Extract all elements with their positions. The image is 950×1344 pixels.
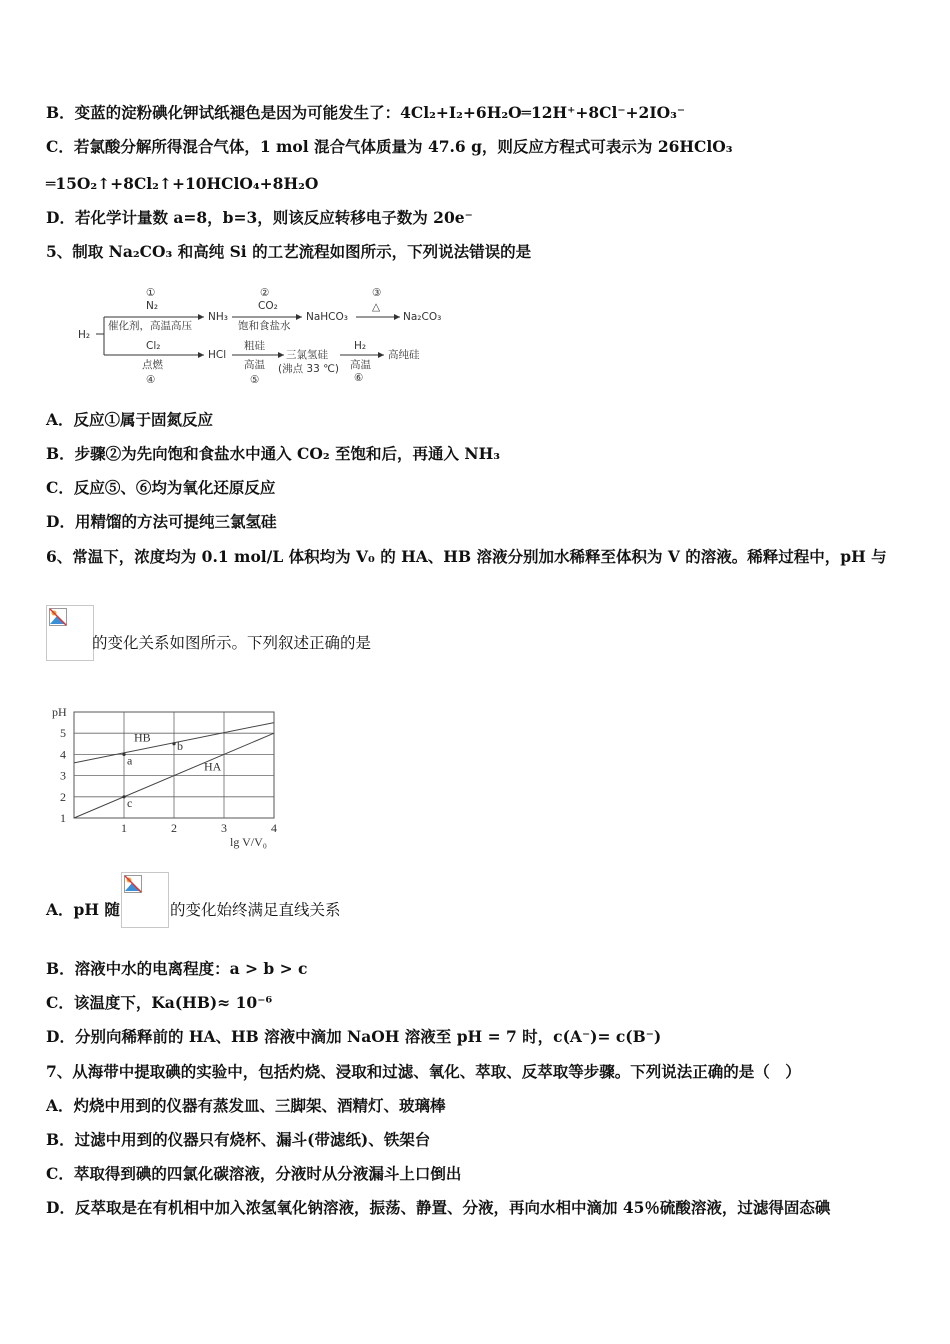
flow-nahco3: NaHCO₃	[306, 311, 348, 323]
flow-high-temp-1: 高温	[244, 359, 265, 371]
flow-step-2: ②	[260, 287, 270, 299]
flow-step-3: ③	[372, 287, 382, 299]
flow-high-temp-2: 高温	[350, 359, 371, 371]
x-tick-label: 4	[271, 821, 277, 835]
y-tick-label: 1	[60, 811, 66, 825]
flow-h2: H₂	[78, 329, 91, 341]
flow-sihcl3: 三氯氢硅	[286, 349, 328, 361]
x-axis-label: lg V/V₀	[230, 835, 267, 849]
flow-cl2: Cl₂	[146, 340, 161, 352]
q7-option-d: D．反萃取是在有机相中加入浓氢氧化钠溶液，振荡、静置、分液，再向水相中滴加 45％硫酸溶液，过滤得固态碘	[46, 1198, 831, 1217]
flow-crude-si: 粗硅	[244, 340, 265, 352]
q4-option-d: D．若化学计量数 a=8，b=3，则该反应转移电子数为 20e⁻	[46, 208, 473, 227]
y-tick-label: 4	[60, 747, 66, 762]
y-tick-label: 5	[60, 726, 66, 741]
y-axis-label: pH	[52, 705, 67, 719]
q7-option-a: A．灼烧中用到的仪器有蒸发皿、三脚架、酒精灯、玻璃棒	[46, 1096, 446, 1115]
q4-option-c: C．若氯酸分解所得混合气体，1 mol 混合气体质量为 47.6 g，则反应方程式可表示为 26HClO₃	[46, 137, 733, 156]
process-flow-diagram	[74, 283, 454, 388]
point-b	[172, 742, 175, 745]
q6-stem-continued: 的变化关系如图所示。下列叙述正确的是	[92, 634, 372, 652]
flow-n2: N₂	[146, 300, 159, 312]
flow-step-4: ④	[146, 374, 156, 386]
flow-step-5: ⑤	[250, 374, 260, 386]
y-tick-label: 2	[60, 789, 66, 804]
q6-option-d: D．分别向稀释前的 HA、HB 溶液中滴加 NaOH 溶液至 pH = 7 时，c(A⁻)= c(B⁻)	[46, 1027, 662, 1046]
series-label-ha: HA	[204, 759, 222, 774]
flow-h2-b: H₂	[354, 340, 367, 352]
q5-option-d: D．用精馏的方法可提纯三氯氢硅	[46, 512, 277, 531]
flow-brine: 饱和食盐水	[238, 320, 291, 332]
flow-step-6: ⑥	[354, 372, 364, 384]
x-tick-label: 1	[121, 821, 127, 835]
broken-image-icon	[46, 605, 94, 661]
q5-option-c: C．反应⑤、⑥均为氧化还原反应	[46, 478, 276, 497]
q6-option-b: B．溶液中水的电离程度：a > b > c	[46, 959, 308, 978]
flow-ignite: 点燃	[142, 359, 163, 371]
point-label-c: c	[127, 795, 133, 810]
flow-boiling-point: (沸点 33 ℃)	[278, 363, 340, 375]
q6-option-c: C．该温度下，Ka(HB)≈ 10⁻⁶	[46, 993, 273, 1012]
flow-hcl: HCl	[208, 349, 227, 361]
flow-co2: CO₂	[258, 300, 278, 312]
point-a	[122, 753, 125, 756]
y-tick-label: 3	[60, 768, 66, 783]
point-label-b: b	[177, 738, 183, 753]
q5-stem: 5、制取 Na₂CO₃ 和高纯 Si 的工艺流程如图所示，下列说法错误的是	[46, 242, 532, 261]
q7-option-c: C．萃取得到碘的四氯化碳溶液，分液时从分液漏斗上口倒出	[46, 1164, 462, 1183]
q4-option-c-continued: ═15O₂↑+8Cl₂↑+10HClO₄+8H₂O	[46, 174, 319, 193]
flow-heat: △	[372, 301, 381, 313]
q6-option-a: 的变化始终满足直线关系	[170, 901, 341, 919]
flow-na2co3: Na₂CO₃	[403, 311, 442, 323]
flow-nh3: NH₃	[208, 311, 228, 323]
x-tick-label: 3	[221, 821, 227, 835]
q4-option-b: B．变蓝的淀粉碘化钾试纸褪色是因为可能发生了：4Cl₂+I₂+6H₂O═12H⁺+8Cl⁻+2IO₃⁻	[46, 103, 686, 122]
flow-cond-1: 催化剂，高温高压	[108, 320, 192, 332]
q6-option-a-prefix: A．pH 随	[46, 900, 120, 919]
q5-option-b: B．步骤②为先向饱和食盐水中通入 CO₂ 至饱和后，再通入 NH₃	[46, 444, 501, 463]
x-tick-label: 2	[171, 821, 177, 835]
q5-option-a: A．反应①属于固氮反应	[46, 410, 214, 429]
flow-step-1: ①	[146, 287, 156, 299]
q7-option-b: B．过滤中用到的仪器只有烧杯、漏斗(带滤纸)、铁架台	[46, 1130, 431, 1149]
point-c	[122, 795, 125, 798]
q6-stem: 6、常温下，浓度均为 0.1 mol/L 体积均为 V₀ 的 HA、HB 溶液分别加水稀释至体积为 V 的溶液。稀释过程中，pH 与	[46, 547, 887, 566]
series-label-hb: HB	[134, 730, 151, 745]
broken-image-icon	[121, 872, 169, 928]
point-label-a: a	[127, 753, 133, 768]
flow-pure-si: 高纯硅	[388, 349, 420, 361]
ph-dilution-chart	[40, 700, 290, 862]
q7-stem: 7、从海带中提取碘的实验中，包括灼烧、浸取和过滤、氧化、萃取、反萃取等步骤。下列说法正确的是（ ）	[46, 1062, 801, 1081]
